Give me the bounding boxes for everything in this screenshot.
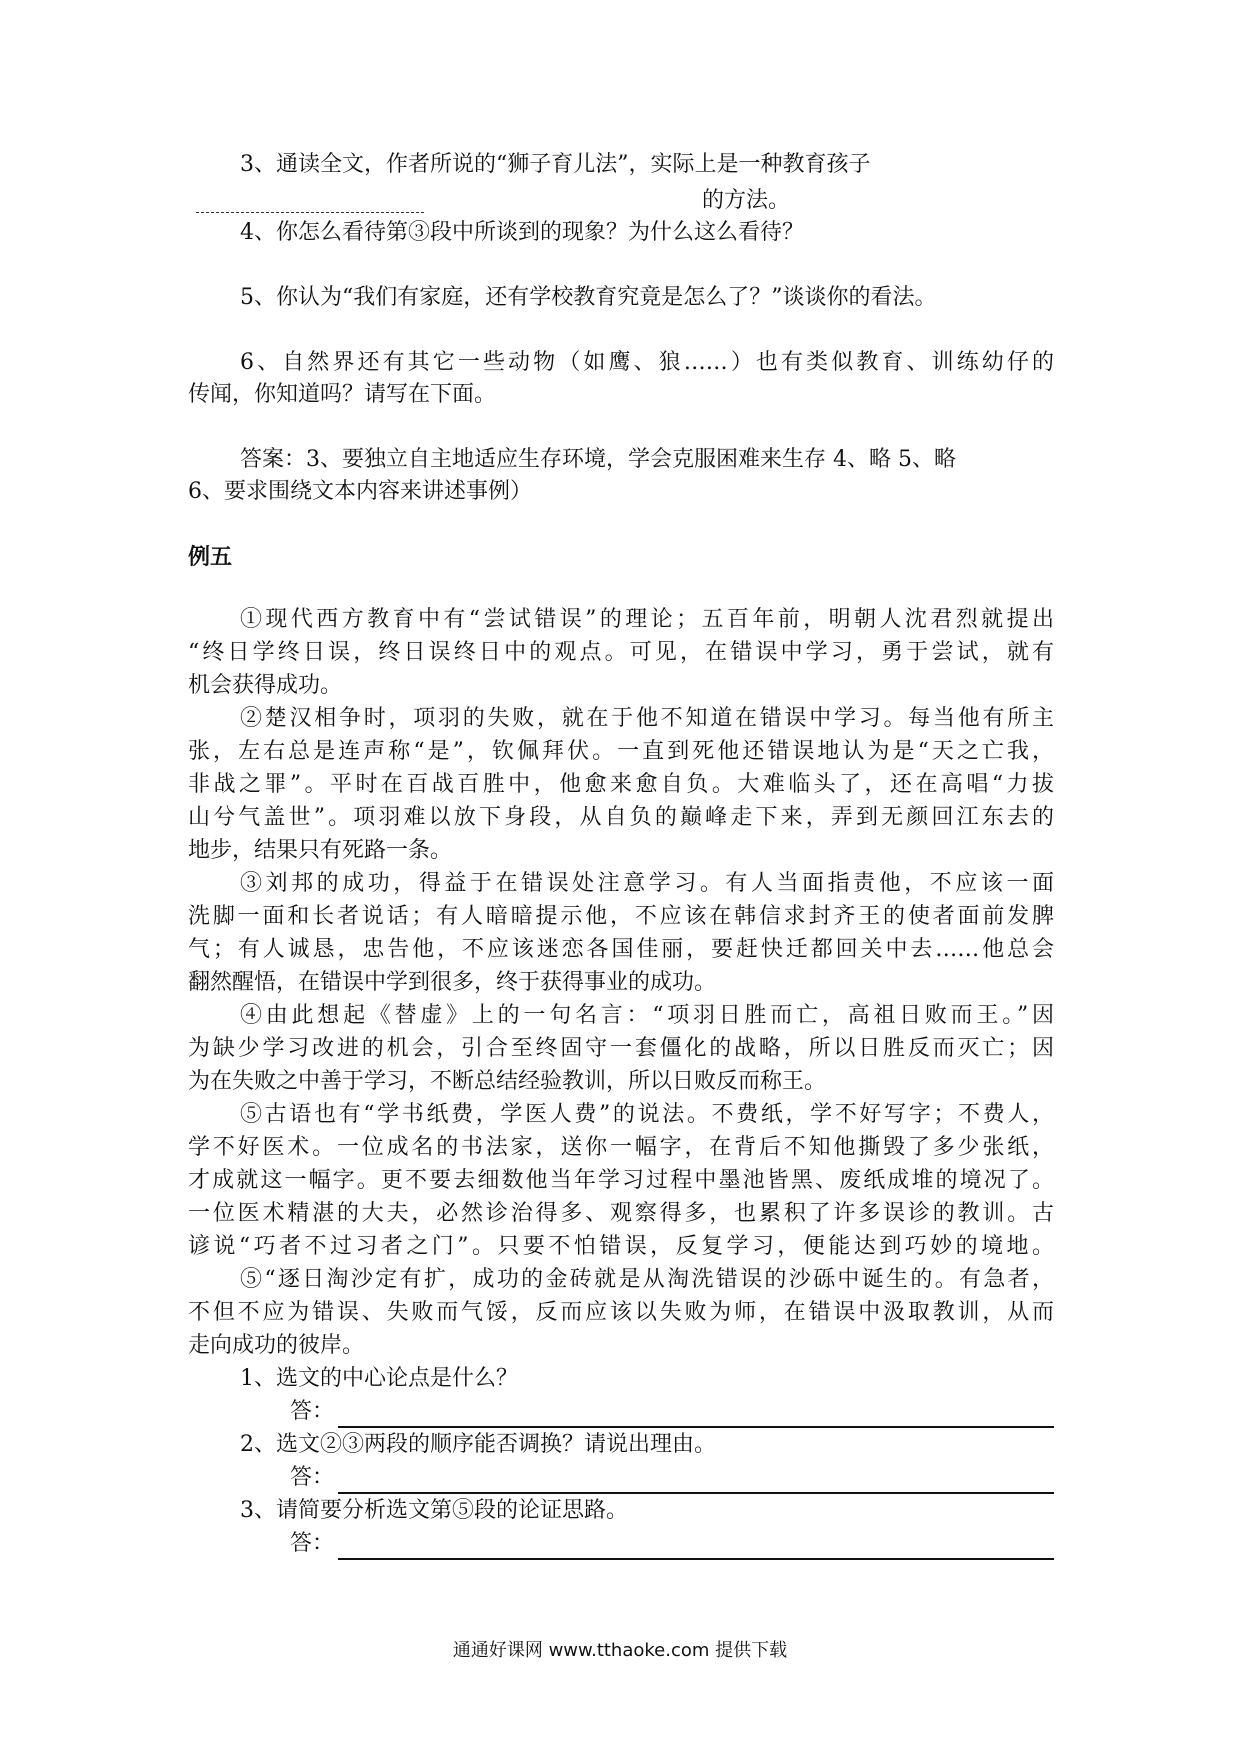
paragraph-line: 才成就这一幅字。更不要去细数他当年学习过程中墨池皆黑、废纸成堆的境况了。: [188, 1168, 1054, 1193]
paragraph-line: 为缺少学习改进的机会，引合至终固守一套僵化的战略，所以日胜反而灭亡；因: [188, 1036, 1054, 1061]
answer-line[interactable]: [338, 1426, 1054, 1428]
question-3-line-2: 的方法。: [702, 188, 791, 213]
answer-label: 答：: [290, 1465, 335, 1490]
answer-line[interactable]: [338, 1492, 1054, 1494]
question-3-line-1: 3、通读全文，作者所说的“狮子育儿法”，实际上是一种教育孩子: [240, 152, 871, 177]
paragraph-line: 走向成功的彼岸。: [188, 1333, 365, 1358]
paragraph-line: 谚说“巧者不过习者之门”。只要不怕错误，反复学习，便能达到巧妙的境地。: [188, 1234, 1054, 1259]
paragraph-line: ⑤古语也有“学书纸费，学医人费”的说法。不费纸，学不好写字；不费人，: [240, 1102, 1054, 1127]
question-1: 1、选文的中心论点是什么？: [240, 1366, 518, 1391]
question-6-line-1: 6、自然界还有其它一些动物（如鹰、狼……）也有类似教育、训练幼仔的: [240, 350, 1054, 375]
question-2: 2、选文②③两段的顺序能否调换？请说出理由。: [240, 1432, 716, 1457]
answer-label: 答：: [290, 1531, 335, 1556]
question-4: 4、你怎么看待第③段中所谈到的现象？为什么这么看待？: [240, 220, 804, 245]
paragraph-line: ③刘邦的成功，得益于在错误处注意学习。有人当面指责他，不应该一面: [240, 871, 1054, 896]
paragraph-line: 为在失败之中善于学习，不断总结经验教训，所以日败反而称王。: [188, 1069, 827, 1094]
page-footer: 通通好课网 www.tthaoke.com 提供下载: [452, 1640, 788, 1661]
paragraph-line: 学不好医术。一位成名的书法家，送你一幅字，在背后不知他撕毁了多少张纸，: [188, 1135, 1054, 1160]
paragraph-line: 张，左右总是连声称“是”，钦佩拜伏。一直到死他还错误地认为是“天之亡我，: [188, 739, 1054, 764]
paragraph-line: 机会获得成功。: [188, 673, 343, 698]
paragraph-line: 不但不应为错误、失败而气馁，反而应该以失败为师，在错误中汲取教训，从而: [188, 1300, 1054, 1325]
question-6-line-2: 传闻，你知道吗？请写在下面。: [188, 382, 497, 407]
section-title: 例五: [188, 544, 233, 570]
answer-key-line-1: 答案：3、要独立自主地适应生存环境，学会克服困难来生存 4、略 5、略: [240, 447, 956, 472]
paragraph-line: “终日学终日误，终日误终日中的观点。可见，在错误中学习，勇于尝试，就有: [188, 640, 1054, 665]
answer-key-line-2: 6、要求围绕文本内容来讲述事例）: [188, 479, 532, 504]
answer-line[interactable]: [338, 1558, 1054, 1560]
paragraph-line: ⑤“逐日淘沙定有扩，成功的金砖就是从淘洗错误的沙砾中诞生的。有急者，: [240, 1267, 1054, 1292]
paragraph-line: ②楚汉相争时，项羽的失败，就在于他不知道在错误中学习。每当他有所主: [240, 706, 1054, 731]
paragraph-line: 山兮气盖世”。项羽难以放下身段，从自负的巅峰走下来，弄到无颜回江东去的: [188, 805, 1054, 830]
paragraph-line: 洗脚一面和长者说话；有人暗暗提示他，不应该在韩信求封齐王的使者面前发脾: [188, 904, 1054, 929]
fill-in-blank: [196, 212, 424, 213]
paragraph-line: ④由此想起《替虚》上的一句名言：“项羽日胜而亡，高祖日败而王。”因: [240, 1003, 1054, 1028]
paragraph-line: 气；有人诚恳，忠告他，不应该迷恋各国佳丽，要赶快迁都回关中去……他总会: [188, 937, 1054, 962]
answer-label: 答：: [290, 1399, 335, 1424]
paragraph-line: 非战之罪”。平时在百战百胜中，他愈来愈自负。大难临头了，还在高唱“力拔: [188, 772, 1054, 797]
paragraph-line: 翻然醒悟，在错误中学到很多，终于获得事业的成功。: [188, 970, 717, 995]
question-3: 3、请简要分析选文第⑤段的论证思路。: [240, 1498, 628, 1523]
question-5: 5、你认为“我们有家庭，还有学校教育究竟是怎么了？”谈谈你的看法。: [240, 285, 937, 310]
paragraph-line: ①现代西方教育中有“尝试错误”的理论；五百年前，明朝人沈君烈就提出: [240, 607, 1054, 632]
paragraph-line: 地步，结果只有死路一条。: [188, 838, 453, 863]
paragraph-line: 一位医术精湛的大夫，必然诊治得多、观察得多，也累积了许多误诊的教训。古: [188, 1201, 1054, 1226]
